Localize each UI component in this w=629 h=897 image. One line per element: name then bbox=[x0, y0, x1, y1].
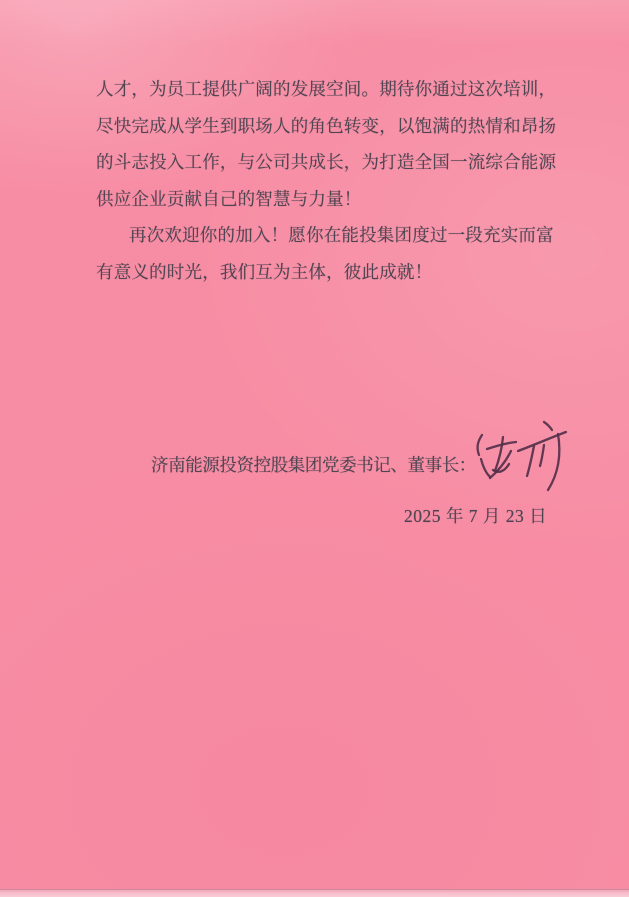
body-line-6: 有意义的时光，我们互为主体，彼此成就！ bbox=[96, 261, 433, 282]
body-line-1: 人才，为员工提供广阔的发展空间。期待你通过这次培训， bbox=[96, 79, 557, 99]
body-line-4: 供应企业贡献自己的智慧与力量！ bbox=[96, 188, 362, 209]
body-line-5: 再次欢迎你的加入！愿你在能投集团度过一段充实而富 bbox=[129, 225, 554, 245]
signature-label: 济南能源投资控股集团党委书记、董事长： bbox=[151, 455, 476, 475]
body-line-3: 的斗志投入工作，与公司共成长，为打造全国一流综合能源 bbox=[96, 152, 557, 172]
body-line-2: 尽快完成从学生到职场人的角色转变，以饱满的热情和昂扬 bbox=[96, 115, 557, 136]
scan-page-bottom-edge bbox=[0, 889, 629, 897]
letter-date: 2025 年 7 月 23 日 bbox=[404, 506, 548, 526]
handwritten-signature-icon bbox=[470, 413, 585, 503]
letter-body bbox=[96, 71, 558, 290]
